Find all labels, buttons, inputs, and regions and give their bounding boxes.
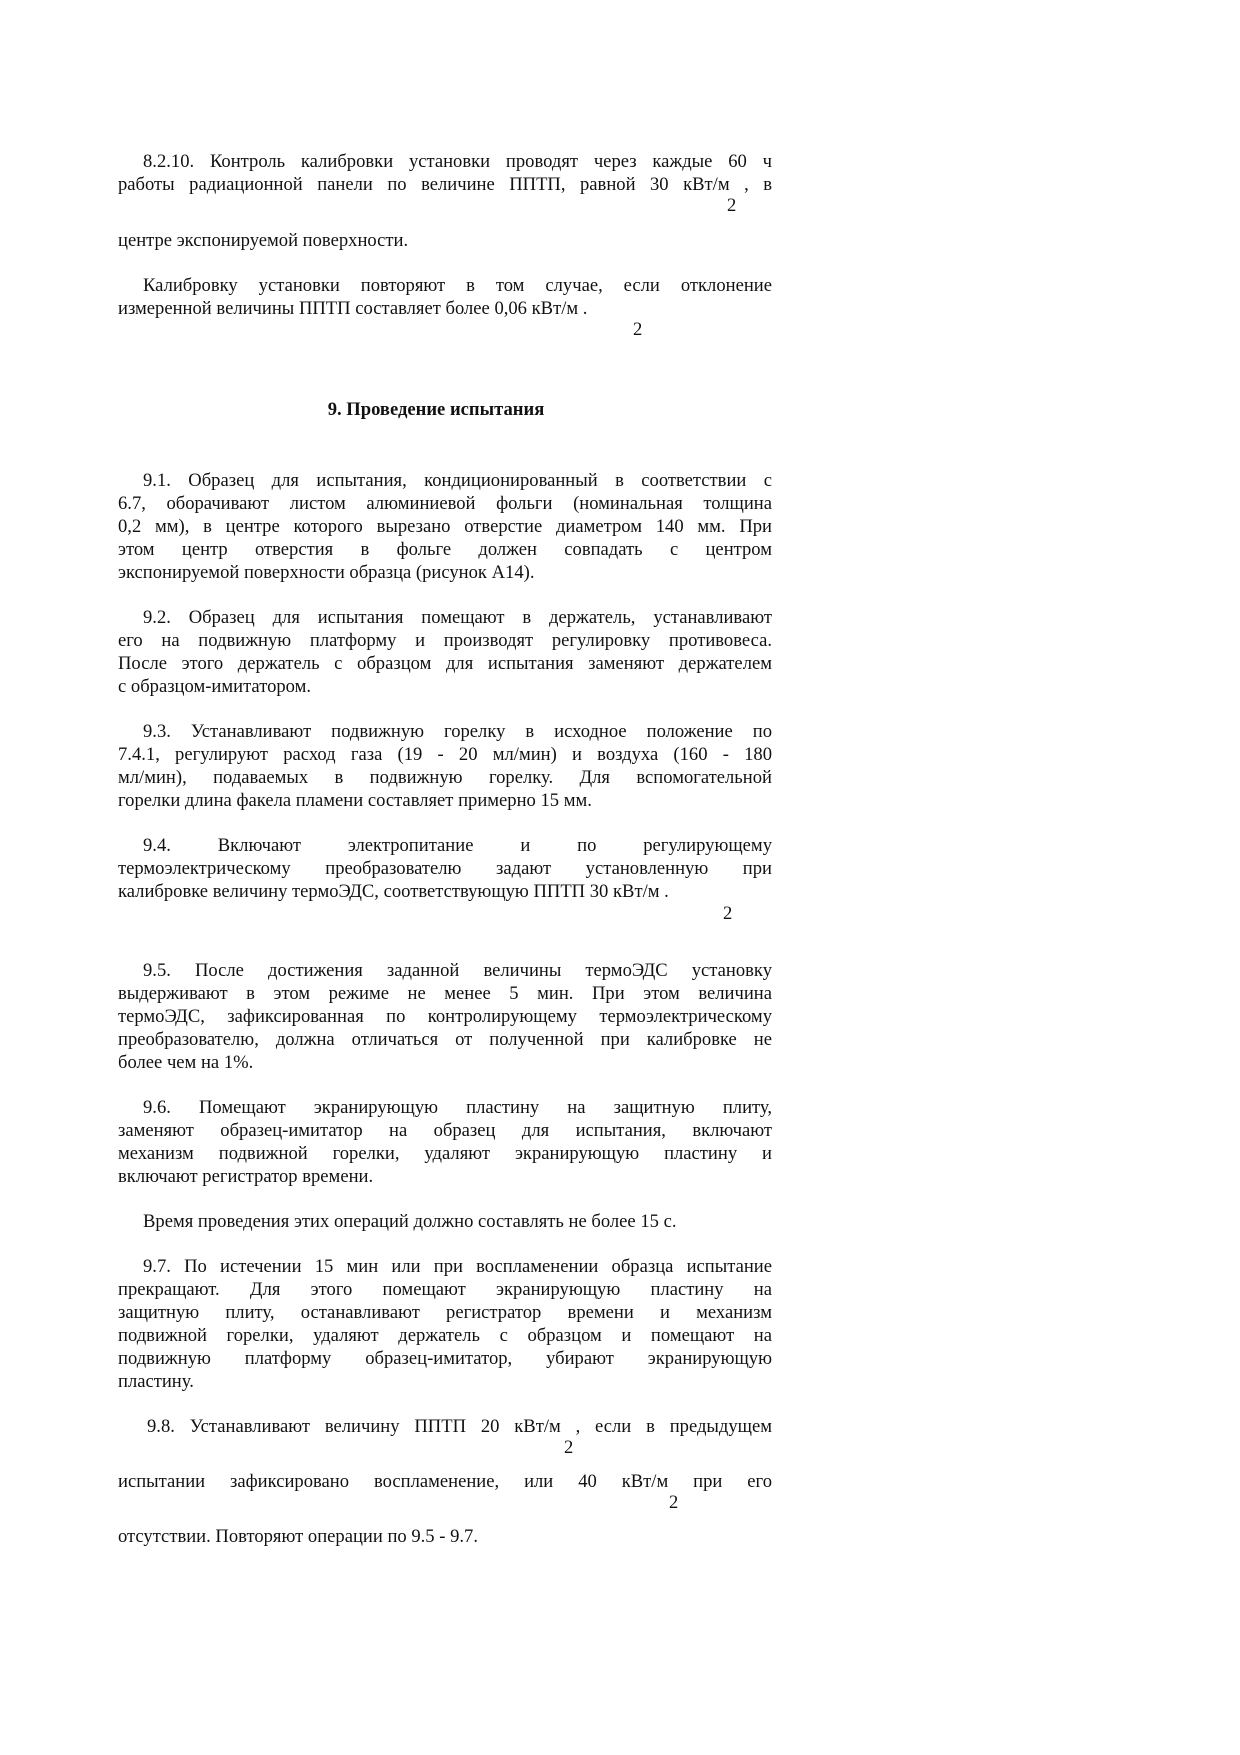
text-line: пластину. (118, 1371, 194, 1392)
text-line: подвижную платформу образец-имитатор, убирают экранирующую (118, 1348, 772, 1369)
text-line: После этого держатель с образцом для испытания заменяют держателем (118, 653, 772, 674)
text-line: 0,2 мм), в центре которого вырезано отверстие диаметром 140 мм. При (118, 516, 772, 537)
text-line: Калибровку установки повторяют в том случае, если отклонение (143, 275, 772, 296)
text-line: горелки длина факела пламени составляет примерно 15 мм. (118, 790, 592, 811)
text-line: выдерживают в этом режиме не менее 5 мин. При этом величина (118, 983, 772, 1004)
superscript-exponent: 2 (669, 1492, 679, 1513)
text-line: работы радиационной панели по величине ППТП, равной 30 кВт/м , в (118, 174, 772, 195)
text-line: термоЭДС, зафиксированная по контролирующему термоэлектрическому (118, 1006, 772, 1027)
text-line: этом центр отверстия в фольге должен совпадать с центром (118, 539, 772, 560)
text-line: экспонируемой поверхности образца (рисунок А14). (118, 562, 535, 583)
text-line: 7.4.1, регулируют расход газа (19 - 20 мл/мин) и воздуха (160 - 180 (118, 744, 772, 765)
text-line: 9.2. Образец для испытания помещают в держатель, устанавливают (143, 607, 772, 628)
text-line: 9.6. Помещают экранирующую пластину на защитную плиту, (143, 1097, 772, 1118)
text-line: термоэлектрическому преобразователю задают установленную при (118, 858, 772, 879)
text-line: его на подвижную платформу и производят регулировку противовеса. (118, 630, 772, 651)
superscript-exponent: 2 (723, 903, 733, 924)
text-line: заменяют образец-имитатор на образец для испытания, включают (118, 1120, 772, 1141)
text-line: центре экспонируемой поверхности. (118, 230, 409, 251)
text-line: отсутствии. Повторяют операции по 9.5 - 9.7. (118, 1526, 478, 1547)
text-line: испытании зафиксировано воспламенение, или 40 кВт/м при его (118, 1471, 772, 1492)
text-line: 9.3. Устанавливают подвижную горелку в исходное положение по (143, 721, 772, 742)
superscript-exponent: 2 (564, 1437, 574, 1458)
text-line: более чем на 1%. (118, 1052, 254, 1073)
text-line: калибровке величину термоЭДС, соответствующую ППТП 30 кВт/м . (118, 881, 669, 902)
text-line: измеренной величины ППТП составляет более 0,06 кВт/м . (118, 298, 588, 319)
text-line: 9.8. Устанавливают величину ППТП 20 кВт/м , если в предыдущем (147, 1416, 772, 1437)
text-line: защитную плиту, останавливают регистратор времени и механизм (118, 1302, 772, 1323)
text-line: мл/мин), подаваемых в подвижную горелку. Для вспомогательной (118, 767, 772, 788)
text-line: 9.7. По истечении 15 мин или при воспламенении образца испытание (143, 1256, 772, 1277)
text-line: механизм подвижной горелки, удаляют экранирующую пластину и (118, 1143, 772, 1164)
text-line: 9.1. Образец для испытания, кондиционированный в соответствии с (143, 470, 772, 491)
text-line: подвижной горелки, удаляют держатель с образцом и помещают на (118, 1325, 772, 1346)
text-line: с образцом-имитатором. (118, 676, 312, 697)
superscript-exponent: 2 (633, 319, 643, 340)
superscript-exponent: 2 (727, 195, 737, 216)
section-heading: 9. Проведение испытания (327, 399, 545, 420)
text-line: 6.7, оборачивают листом алюминиевой фольги (номинальная толщина (118, 493, 772, 514)
text-line: прекращают. Для этого помещают экранирующую пластину на (118, 1279, 772, 1300)
paragraph-time-limit: Время проведения этих операций должно составлять не более 15 с. (143, 1211, 677, 1232)
text-line: 9.4. Включают электропитание и по регулирующему (143, 835, 772, 856)
text-line: преобразователю, должна отличаться от полученной при калибровке не (118, 1029, 772, 1050)
text-line: включают регистратор времени. (118, 1166, 374, 1187)
text-line: 9.5. После достижения заданной величины термоЭДС установку (143, 960, 772, 981)
text-line: 8.2.10. Контроль калибровки установки проводят через каждые 60 ч (143, 151, 772, 172)
